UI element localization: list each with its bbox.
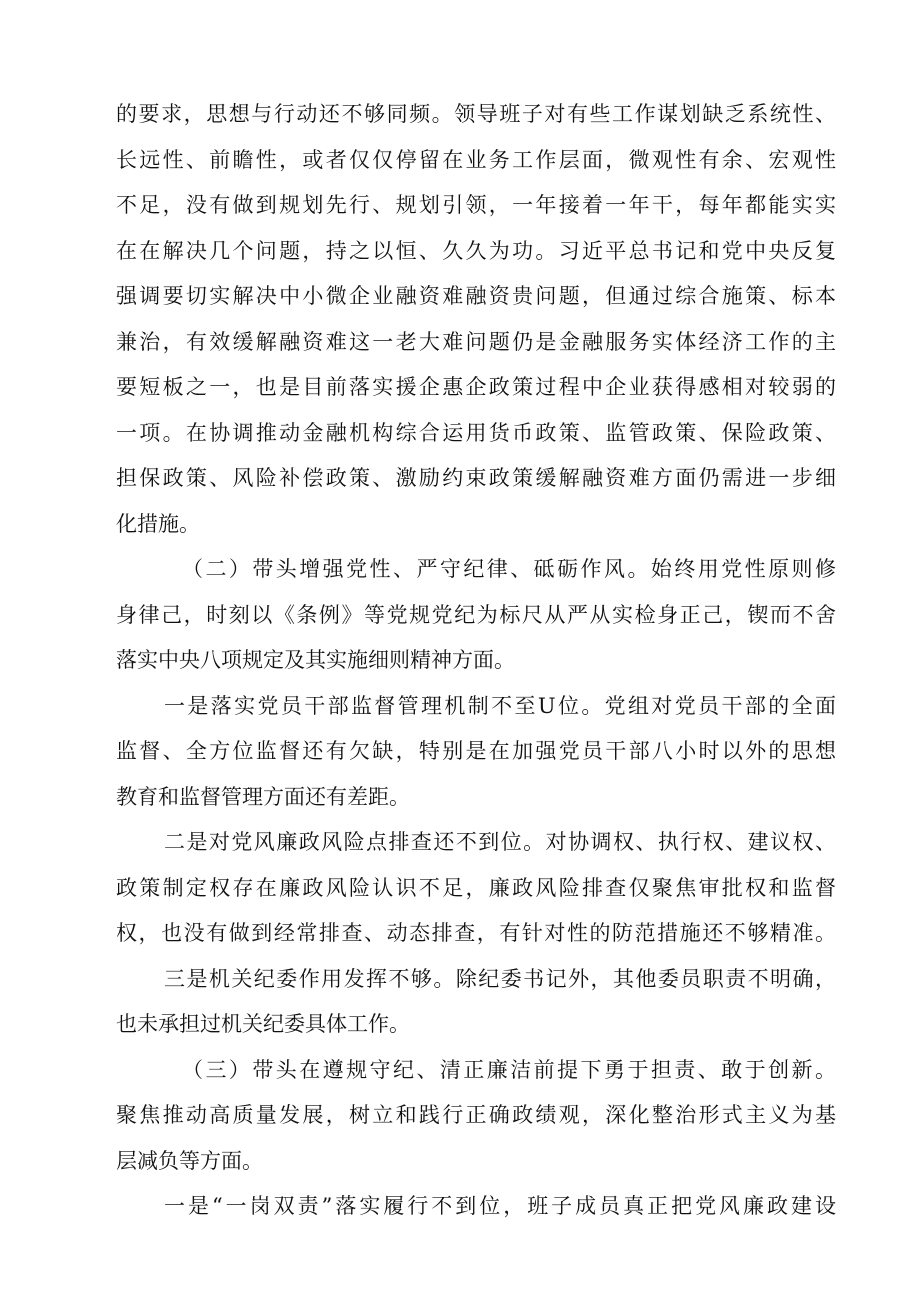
text-line: 二是对党风廉政风险点排查还不到位。对协调权、执行权、建议权、 <box>164 830 836 854</box>
text-line: 要短板之一，也是目前落实援企惠企政策过程中企业获得感相对较弱的 <box>116 375 836 399</box>
text-line: 层减负等方面。 <box>116 1148 263 1173</box>
text-line: 一是“一岗双责”落实履行不到位，班子成员真正把党风廉政建设 <box>164 1194 836 1218</box>
section-heading-2: （二）带头增强党性、严守纪律、砥砺作风。始终用党性原则修 <box>182 557 836 581</box>
text-line: 一是落实党员干部监督管理机制不至U位。党组对党员干部的全面 <box>164 693 836 718</box>
section-heading-3: （三）带头在遵规守纪、清正廉洁前提下勇于担责、敢于创新。 <box>182 1057 836 1082</box>
text-line: 一项。在协调推动金融机构综合运用货币政策、监管政策、保险政策、 <box>116 420 836 445</box>
text-line: 政策制定权存在廉政风险认识不足，廉政风险排查仅聚焦审批权和监督 <box>116 875 836 900</box>
text-line: 权，也没有做到经常排查、动态排查，有针对性的防范措施还不够精准。 <box>116 921 836 945</box>
text-line: 身律己，时刻以《条例》等党规党纪为标尺从严从实检身正己，锲而不舍 <box>116 602 836 627</box>
text-line: 兼治，有效缓解融资难这一老大难问题仍是金融服务实体经济工作的主 <box>116 329 836 354</box>
text-line: 的要求，思想与行动还不够同频。领导班子对有些工作谋划缺乏系统性、 <box>116 102 836 126</box>
text-line: 不足，没有做到规划先行、规划引领，一年接着一年干，每年都能实实 <box>116 193 836 217</box>
text-line: 落实中央八项规定及其实施细则精神方面。 <box>116 648 515 672</box>
body-text <box>116 92 836 1230</box>
text-line: 监督、全方位监督还有欠缺，特别是在加强党员干部八小时以外的思想 <box>116 739 836 763</box>
text-line: 长远性、前瞻性，或者仅仅停留在业务工作层面，微观性有余、宏观性 <box>116 147 836 172</box>
text-line: 强调要切实解决中小微企业融资难融资贵问题，但通过综合施策、标本 <box>116 284 836 308</box>
text-line: 担保政策、风险补偿政策、激励约束政策缓解融资难方面仍需进一步细 <box>116 466 836 490</box>
text-line: 在在解决几个问题，持之以恒、久久为功。习近平总书记和党中央反复 <box>116 238 836 263</box>
text-line: 三是机关纪委作用发挥不够。除纪委书记外，其他委员职责不明确， <box>164 966 836 991</box>
text-line: 也未承担过机关纪委具体工作。 <box>116 1012 410 1036</box>
text-line: 化措施。 <box>116 511 200 536</box>
text-line: 聚焦推动高质量发展，树立和践行正确政绩观，深化整治形式主义为基 <box>116 1103 836 1127</box>
text-line: 教育和监督管理方面还有差距。 <box>116 784 410 809</box>
